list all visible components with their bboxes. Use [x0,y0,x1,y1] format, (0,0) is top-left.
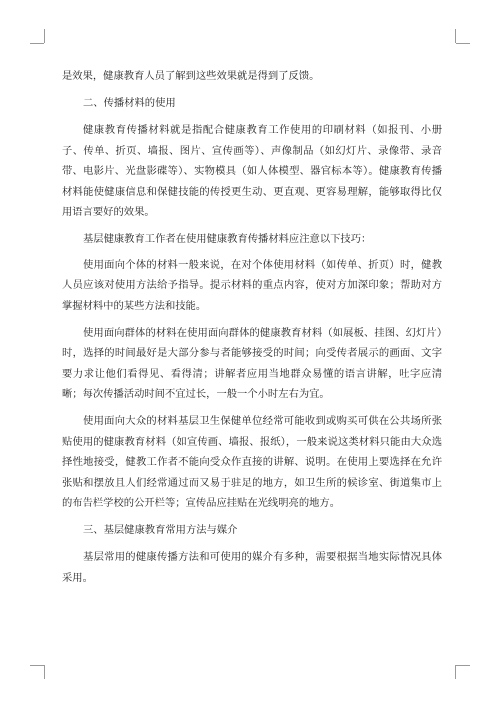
document-body [62,66,442,595]
paragraph-group-materials: 使用面向群体的材料在使用面向群体的健康教育材料（如展板、挂图、幻灯片）时，选择的时间最好是大部分参与者能够接受的时间；向受传者展示的画面、文字要力求让他们看得见、看得清；讲解者应用当地群众易懂的语言讲解，吐字应清晰；每次传播活动时间不宜过长，一般一个小时左右为宜。 [62,326,442,400]
section-heading-2: 二、传播材料的使用 [83,97,176,109]
paragraph-methods-media: 基层常用的健康传播方法和可使用的媒介有多种，需要根据当地实际情况具体采用。 [62,551,442,584]
paragraph-public-materials: 使用面向大众的材料基层卫生保健单位经常可能收到或购买可供在公共场所张贴使用的健康教育材料（如宣传画、墙报、报纸），一般来说这类材料只能由大众选择性地接受，健教工作者不能向受众作直接的讲解、说明。在使用上要选择在允许张贴和摆放且人们经常通过而又易于驻足的地方，如卫生所的候诊室、街道集市上的布告栏学校的公开栏等；宣传品应挂贴在光线明亮的地方。 [62,415,442,509]
paragraph-techniques-intro: 基层健康教育工作者在使用健康教育传播材料应注意以下技巧： [83,233,372,245]
paragraph-continuation: 是效果，健康教育人员了解到这些效果就是得到了反馈。 [62,70,320,82]
paragraph-materials-definition: 健康教育传播材料就是指配合健康教育工作使用的印刷材料（如报刊、小册子、传单、折页、墙报、图片、宣传画等）、声像制品（如幻灯片、录像带、录音带、电影片、光盘影碟等）、实物模具（如人体模型、器官标本等）。健康教育传播材料能使健康信息和保健技能的传授更生动、更直观、更容易理解，能够取得比仅用语言要好的效果。 [62,124,442,218]
section-heading-3: 三、基层健康教育常用方法与媒介 [83,524,238,536]
paragraph-individual-materials: 使用面向个体的材料一般来说，在对个体使用材料（如传单、折页）时，健教人员应该对使用方法给予指导。提示材料的重点内容，使对方加深印象；帮助对方掌握材料中的某些方法和技能。 [62,258,442,312]
